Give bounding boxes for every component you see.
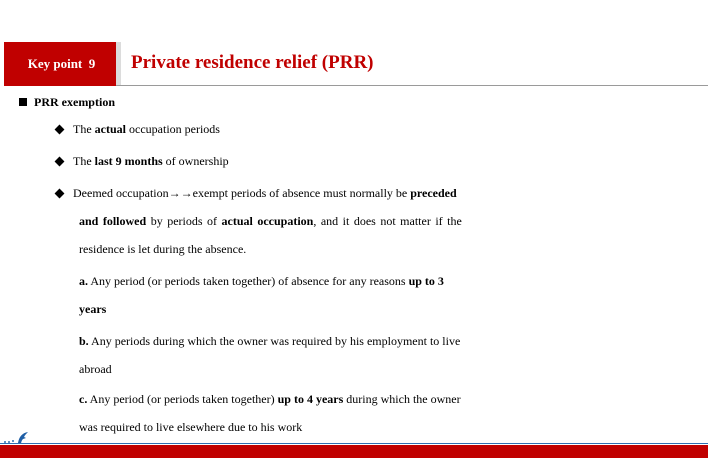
item-emphasis: up to 3 bbox=[408, 274, 444, 288]
bullet-text: The bbox=[73, 122, 95, 136]
slide-title: Private residence relief (PRR) bbox=[131, 52, 374, 73]
bullet-text: occupation periods bbox=[126, 122, 220, 136]
footer-bar bbox=[0, 445, 708, 458]
deemed-text: , and it does not matter if the bbox=[313, 214, 462, 228]
square-bullet-icon bbox=[19, 98, 27, 106]
diamond-bullet-icon bbox=[55, 189, 65, 199]
item-label: a. bbox=[79, 274, 88, 288]
item-b-line-1 bbox=[79, 333, 460, 350]
deemed-text: by periods of bbox=[146, 214, 222, 228]
item-a-line-1 bbox=[79, 273, 444, 290]
item-text: Any periods during which the owner was required by his employment to live bbox=[88, 334, 461, 348]
title-divider bbox=[116, 85, 708, 86]
diamond-bullet-icon bbox=[55, 125, 65, 135]
footer-rule bbox=[0, 443, 708, 444]
item-b-line-2: abroad bbox=[79, 362, 112, 376]
bullet-emphasis: last 9 months bbox=[94, 154, 163, 168]
item-emphasis: up to 4 years bbox=[277, 392, 344, 406]
deemed-emphasis: preceded bbox=[410, 186, 457, 200]
diamond-bullet-icon bbox=[55, 157, 65, 167]
deemed-emphasis: and followed bbox=[79, 214, 147, 228]
item-text: Any period (or periods taken together) bbox=[87, 392, 278, 406]
bullet-emphasis: actual bbox=[94, 122, 126, 136]
deemed-line-3: residence is let during the absence. bbox=[79, 242, 247, 256]
dolphin-logo-icon bbox=[2, 428, 32, 444]
item-c-line-2: was required to live elsewhere due to his work bbox=[79, 420, 303, 434]
bullet-actual-occupation bbox=[73, 121, 220, 138]
item-a-line-2: years bbox=[79, 302, 107, 316]
deemed-line-1 bbox=[73, 185, 457, 202]
bullet-last-9-months bbox=[73, 153, 229, 170]
item-label: b. bbox=[79, 334, 89, 348]
bullet-text: The bbox=[73, 154, 95, 168]
section-title: PRR exemption bbox=[34, 95, 115, 109]
item-c-line-1 bbox=[79, 391, 461, 408]
item-label: c. bbox=[79, 392, 88, 406]
keypoint-label: Key point 9 bbox=[27, 56, 96, 71]
bullet-text: of ownership bbox=[162, 154, 229, 168]
deemed-emphasis: actual occupation bbox=[221, 214, 314, 228]
item-text: during which the owner bbox=[343, 392, 461, 406]
item-text: Any period (or periods taken together) of absence for any reasons bbox=[88, 274, 409, 288]
section-heading bbox=[19, 95, 115, 110]
deemed-text: Deemed occupation→→exempt periods of absence must normally be bbox=[73, 186, 411, 200]
deemed-line-2 bbox=[79, 213, 462, 230]
